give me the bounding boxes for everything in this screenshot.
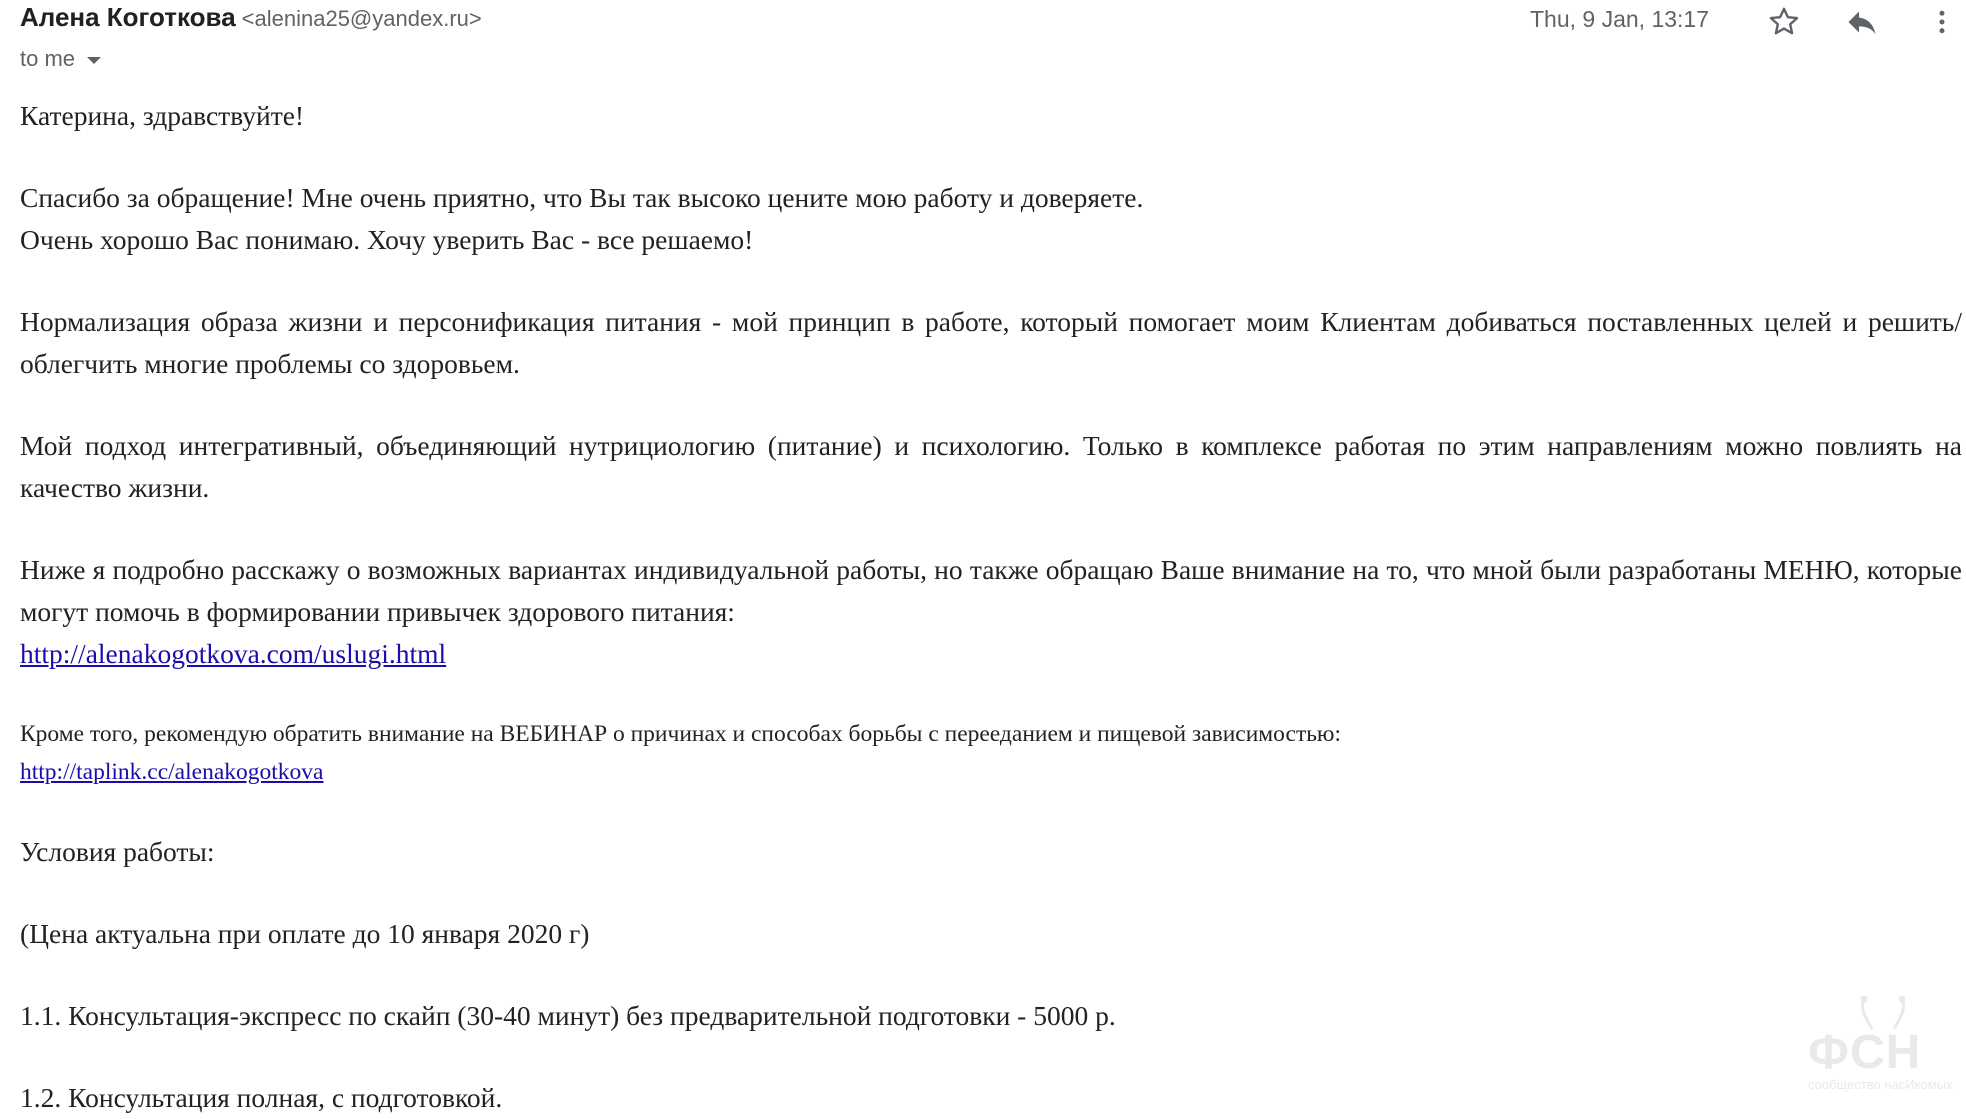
- body-paragraph-5: Кроме того, рекомендую обратить внимание на ВЕБИНАР о причинах и способах борьбы с перееданием и пищевой зависимостью:: [20, 721, 1342, 747]
- price-note: (Цена актуальна при оплате до 10 января 2020 г): [20, 918, 590, 949]
- sender-name[interactable]: Алена Коготкова: [20, 2, 236, 32]
- spacer: [20, 385, 1962, 425]
- email-body: [20, 95, 1962, 1119]
- sender-email: <alenina25@yandex.ru>: [241, 6, 482, 31]
- star-button[interactable]: [1762, 0, 1806, 44]
- body-paragraph-1-line-1: Спасибо за обращение! Мне очень приятно, что Вы так высоко цените мою работу и доверяете.: [20, 182, 1144, 213]
- recipient-label: to me: [20, 46, 76, 71]
- spacer: [20, 137, 1962, 177]
- spacer: [20, 675, 1962, 715]
- email-date: Thu, 9 Jan, 13:17: [1530, 6, 1710, 32]
- spacer: [20, 509, 1962, 549]
- caret-down-icon[interactable]: [87, 57, 101, 64]
- price-item-1-1: 1.1. Консультация-экспресс по скайп (30-40 минут) без предварительной подготовки - 5000 р.: [20, 1000, 1116, 1031]
- watermark: [1808, 995, 1958, 1095]
- recipients-toggle[interactable]: [20, 46, 101, 72]
- conditions-heading: Условия работы:: [20, 836, 215, 867]
- link-1-line: [20, 633, 1962, 675]
- spacer: [20, 261, 1962, 301]
- watermark-logo-text: ФСН: [1808, 1026, 1922, 1079]
- body-paragraph-3: Мой подход интегративный, объединяющий нутрициологию (питание) и психологию. Только в комплексе работая по этим направлениям можно повлиять на качество жизни.: [20, 430, 1962, 503]
- price-item-1-2: 1.2. Консультация полная, с подготовкой.: [20, 1082, 503, 1113]
- spacer: [20, 873, 1962, 913]
- spacer: [20, 791, 1962, 831]
- webinar-link[interactable]: http://taplink.cc/alenakogotkova: [20, 759, 324, 785]
- more-options-button[interactable]: [1920, 0, 1964, 44]
- body-paragraph-1-line-2: Очень хорошо Вас понимаю. Хочу уверить Вас - все решаемо!: [20, 224, 754, 255]
- spacer: [20, 1037, 1962, 1077]
- link-2-line: [20, 753, 1962, 791]
- star-icon: [1766, 4, 1802, 40]
- reply-icon: [1844, 4, 1880, 40]
- spacer: [20, 955, 1962, 995]
- sender: [20, 2, 482, 33]
- greeting: Катерина, здравствуйте!: [20, 100, 305, 131]
- email-header: [0, 0, 1966, 80]
- body-paragraph-4: Ниже я подробно расскажу о возможных вариантах индивидуальной работы, но также обращаю Ваше внимание на то, что мной были разработаны МЕНЮ, которые могут помочь в формировании привычек здорового питания:: [20, 554, 1962, 627]
- body-paragraph-2: Нормализация образа жизни и персонификация питания - мой принцип в работе, который помогает моим Клиентам добиваться поставленных целей и решить/облегчить многие проблемы со здоровьем.: [20, 306, 1962, 379]
- watermark-subtext: сообщество насИкомых: [1808, 1077, 1953, 1092]
- reply-button[interactable]: [1840, 0, 1884, 44]
- more-vert-icon: [1927, 4, 1957, 40]
- services-link[interactable]: http://alenakogotkova.com/uslugi.html: [20, 638, 447, 669]
